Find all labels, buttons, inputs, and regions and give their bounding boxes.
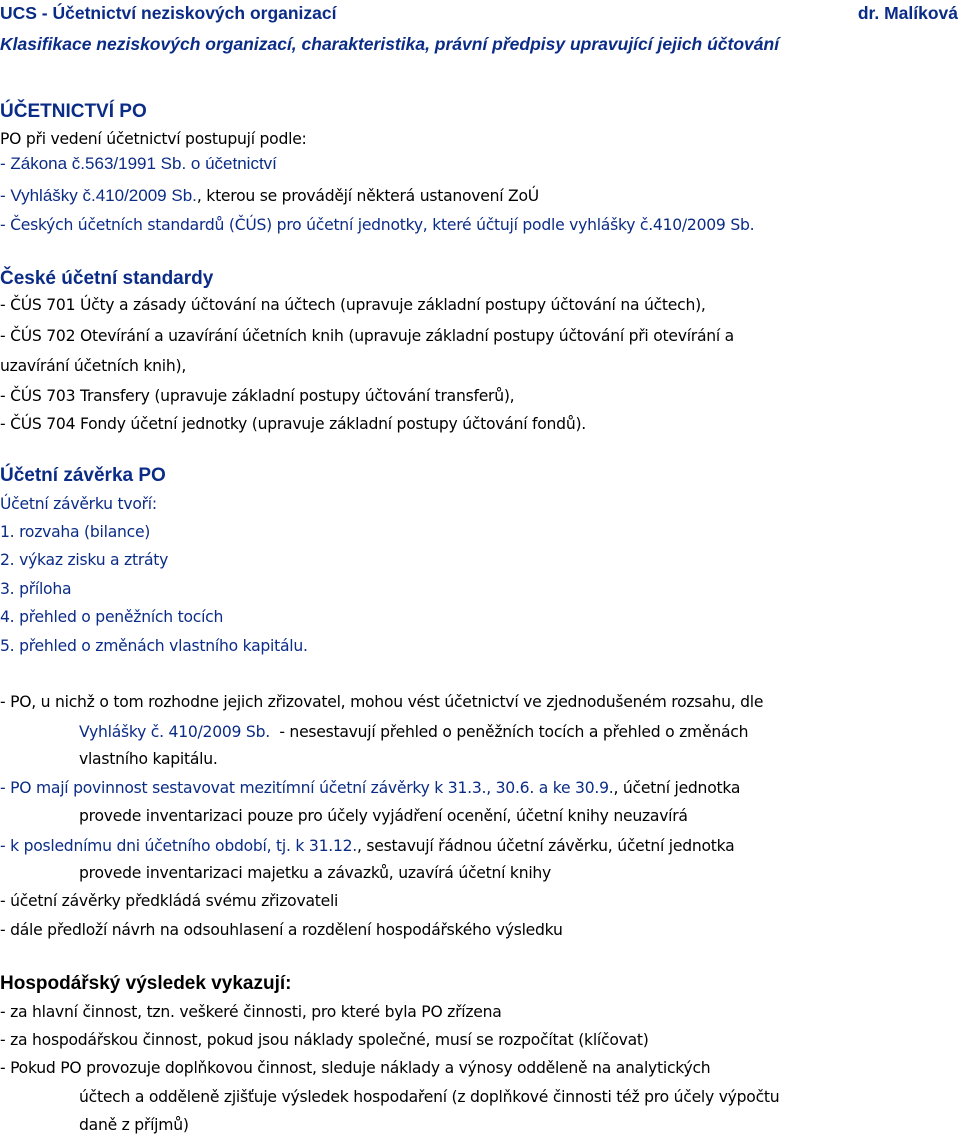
list-item: 5. přehled o změnách vlastního kapitálu. bbox=[0, 637, 308, 655]
text-line: - ČÚS 703 Transfery (upravuje základní postupy účtování transferů), bbox=[0, 387, 515, 405]
text-line bbox=[0, 184, 539, 207]
text-fragment: - nesestavují přehled o peněžních tocích a přehled o změnách bbox=[269, 723, 749, 741]
text-line bbox=[0, 834, 734, 857]
text-line: - PO, u nichž o tom rozhodne jejich zřizovatel, mohou vést účetnictví ve zjednodušeném rozsahu, dle bbox=[0, 693, 764, 711]
text-line: - za hospodářskou činnost, pokud jsou náklady společné, musí se rozpočítat (klíčovat) bbox=[0, 1031, 649, 1049]
course-title: UCS - Účetnictví neziskových organizací bbox=[0, 3, 337, 23]
section-title-ucetnictvi-po: ÚČETNICTVÍ PO bbox=[0, 101, 147, 122]
law-reference: - Zákona č.563/1991 Sb. bbox=[0, 154, 187, 173]
text-fragment-highlight: - PO mají povinnost sestavovat mezitímní účetní závěrky k 31.3., 30.6. a ke 30.9. bbox=[0, 779, 614, 797]
text-line: - za hlavní činnost, tzn. veškeré činnosti, pro které byla PO zřízena bbox=[0, 1003, 502, 1021]
text-line: - ČÚS 702 Otevírání a uzavírání účetních knih (upravuje základní postupy účtování při otevírání a bbox=[0, 327, 734, 345]
text-line: uzavírání účetních knih), bbox=[0, 357, 187, 375]
text-line: provede inventarizaci majetku a závazků, uzavírá účetní knihy bbox=[79, 864, 552, 882]
text-line: účtech a odděleně zjišťuje výsledek hospodaření (z doplňkové činnosti též pro účely výpočtu bbox=[79, 1088, 780, 1106]
text-line: - ČÚS 701 Účty a zásady účtování na účtech (upravuje základní postupy účtování na účtech), bbox=[0, 296, 706, 314]
text-line: - Českých účetních standardů (ČÚS) pro účetní jednotky, které účtují podle vyhlášky č.410/2009 Sb. bbox=[0, 216, 755, 234]
section-title-ceske-ucetni-standardy: České účetní standardy bbox=[0, 268, 214, 289]
list-item: 4. přehled o peněžních tocích bbox=[0, 608, 224, 626]
list-item: 3. příloha bbox=[0, 580, 72, 598]
text-line: daně z příjmů) bbox=[79, 1116, 189, 1134]
text-line: - Pokud PO provozuje doplňkovou činnost, sleduje náklady a výnosy odděleně na analytických bbox=[0, 1059, 711, 1077]
text-line: - dále předloží návrh na odsouhlasení a rozdělení hospodářského výsledku bbox=[0, 921, 563, 939]
author-name: dr. Malíková bbox=[857, 3, 958, 23]
list-item: 1. rozvaha (bilance) bbox=[0, 523, 151, 541]
text-line bbox=[0, 152, 277, 175]
text-fragment-highlight: - k poslednímu dni účetního období, tj. k 31.12. bbox=[0, 837, 358, 855]
section-title-hospodarsky-vysledek: Hospodářský výsledek vykazují: bbox=[0, 973, 292, 994]
text-fragment: , účetní jednotka bbox=[613, 779, 741, 797]
text-line bbox=[0, 776, 740, 799]
text-line: - ČÚS 704 Fondy účetní jednotky (upravuje základní postupy účtování fondů). bbox=[0, 415, 586, 433]
text-line: Účetní závěrku tvoří: bbox=[0, 495, 157, 513]
page-subtitle: Klasifikace neziskových organizací, charakteristika, právní předpisy upravující jejich účtování bbox=[0, 34, 780, 54]
text-line: - účetní závěrky předkládá svému zřizovateli bbox=[0, 892, 339, 910]
text-line: provede inventarizaci pouze pro účely vyjádření ocenění, účetní knihy neuzavírá bbox=[79, 807, 688, 825]
decree-reference: Vyhlášky č. 410/2009 Sb. bbox=[79, 723, 270, 741]
list-item: 2. výkaz zisku a ztráty bbox=[0, 551, 169, 569]
law-reference-rest: o účetnictví bbox=[186, 154, 277, 173]
text-line: PO při vedení účetnictví postupují podle: bbox=[0, 130, 307, 148]
section-title-ucetni-zaverka: Účetní závěrka PO bbox=[0, 465, 166, 486]
text-line: vlastního kapitálu. bbox=[79, 750, 218, 768]
text-line bbox=[79, 720, 748, 743]
text-fragment: , sestavují řádnou účetní závěrku, účetní jednotka bbox=[357, 837, 735, 855]
decree-reference-rest: , kterou se provádějí některá ustanovení ZoÚ bbox=[196, 187, 539, 205]
decree-reference: - Vyhlášky č.410/2009 Sb. bbox=[0, 186, 197, 205]
